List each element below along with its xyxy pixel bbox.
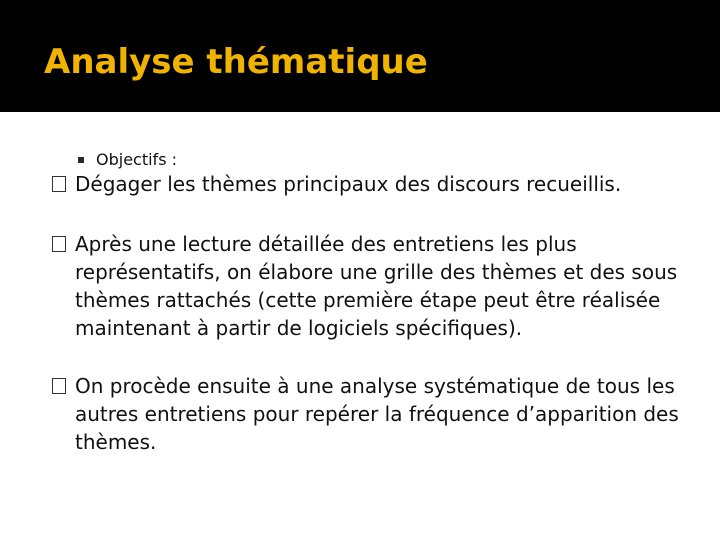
objectives-label: Objectifs : — [96, 150, 177, 169]
bullet-text: Dégager les thèmes principaux des discours recueillis. — [75, 172, 622, 196]
checkbox-square-icon — [52, 236, 66, 252]
checkbox-square-icon — [52, 378, 66, 394]
bullet-item — [52, 372, 692, 456]
square-bullet-icon — [78, 157, 84, 163]
bullet-text: On procède ensuite à une analyse systématique de tous les autres entretiens pour repérer la fréquence d’apparition des thèmes. — [75, 374, 679, 454]
bullet-item — [52, 170, 692, 198]
checkbox-square-icon — [52, 176, 66, 192]
objectives-heading — [78, 148, 177, 172]
slide-title: Analyse thématique — [44, 42, 428, 82]
bullet-text: Après une lecture détaillée des entretiens les plus représentatifs, on élabore une grille des thèmes et des sous thèmes rattachés (cette première étape peut être réalisée maintenant à partir de logiciels spécifiques). — [75, 232, 678, 340]
bullet-item — [52, 230, 692, 342]
